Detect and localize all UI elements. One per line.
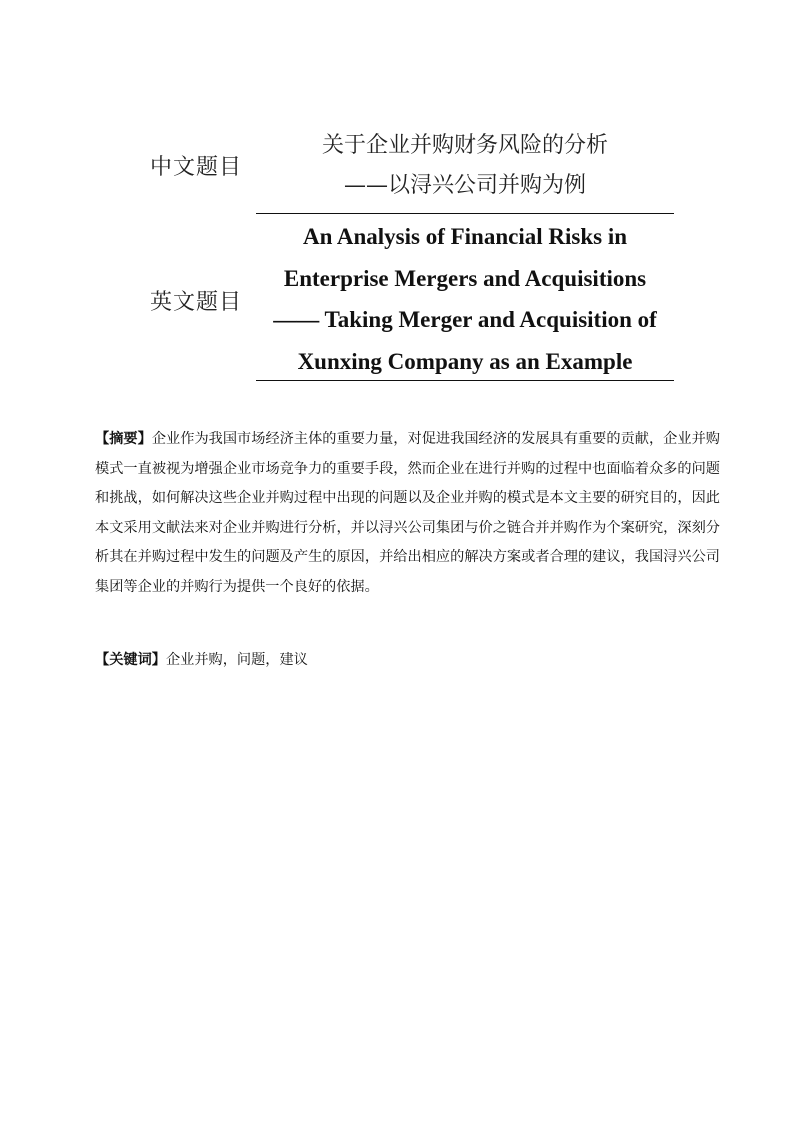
chinese-title-line-2: ——以浔兴公司并购为例 <box>343 173 586 198</box>
title-divider-bottom <box>256 380 674 381</box>
keywords-text: 企业并购，问题，建议 <box>165 652 308 668</box>
abstract-paragraph <box>95 425 720 602</box>
chinese-title-label: 中文题目 <box>150 155 243 180</box>
abstract-text: 企业作为我国市场经济主体的重要力量，对促进我国经济的发展具有重要的贡献，企业并购模式一直被视为增强企业市场竞争力的重要手段，然而企业在进行并购的过程中也面临着众多的问题和挑战，如何解决这些企业并购过程中出现的问题以及企业并购的模式是本文主要的研究目的，因此本文采用文献法来对企业并购进行分析，并以浔兴公司集团与价之链合并并购作为个案研究，深刻分析其在并购过程中发生的问题及产生的原因，并给出相应的解决方案或者合理的建议，我国浔兴公司集团等企业的并购行为提供一个良好的依据。 <box>95 431 720 595</box>
english-title-label: 英文题目 <box>150 290 243 315</box>
english-title-line-3: —— Taking Merger and Acquisition of <box>273 307 657 332</box>
english-title-line-1: An Analysis of Financial Risks in <box>302 224 627 249</box>
abstract-tag: 【摘要】 <box>95 431 152 447</box>
english-title-line-4: Xunxing Company as an Example <box>297 348 633 374</box>
english-title-line-2: Enterprise Mergers and Acquisitions <box>283 265 647 291</box>
chinese-title <box>256 126 674 206</box>
keywords-tag: 【关键词】 <box>95 652 166 668</box>
english-title <box>240 216 690 382</box>
chinese-title-line-1: 关于企业并购财务风险的分析 <box>321 133 608 158</box>
title-divider-top <box>256 213 674 214</box>
keywords-paragraph <box>95 646 720 676</box>
